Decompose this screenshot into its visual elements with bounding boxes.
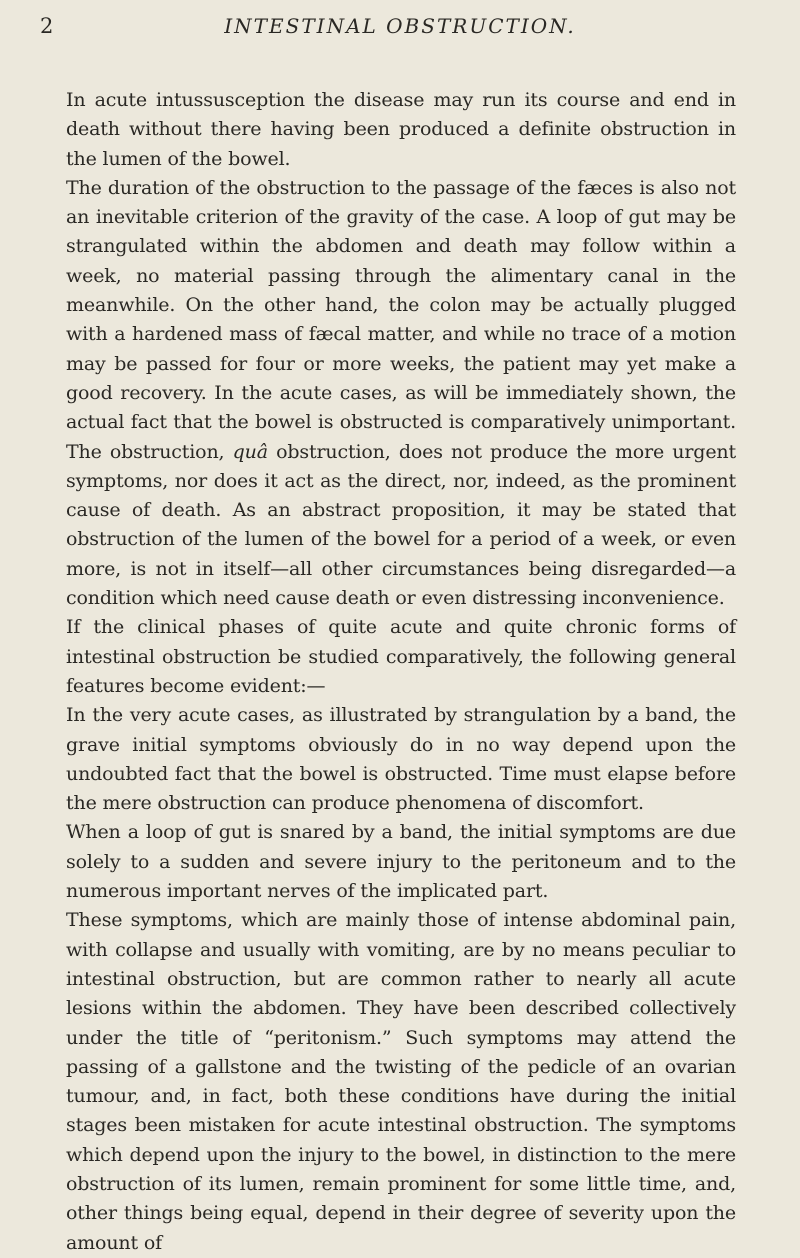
paragraph-2-continuation: obstruction, does not produce the more urgent symptoms, nor does it act as the direct, nor, indeed, as the prominent cause of death. As an abstract proposition, it may be stated that obstruction of the lumen of the bowel for a period of a week, or even more, is not in itself—all other circumstances being disregarded—a condition which need cause death or even distressing inconvenience.: [66, 440, 736, 610]
paragraph-3: If the clinical phases of quite acute and quite chronic forms of intestinal obstruction be studied comparatively, the following general features become evident:—: [66, 616, 736, 697]
paragraph-4: In the very acute cases, as illustrated by strangulation by a band, the grave initial symptoms obviously do in no way depend upon the undoubted fact that the bowel is obstructed. Time must elapse before the mere obstruction can produce phenomena of discomfort.: [66, 704, 736, 815]
italic-qua: quâ: [232, 440, 268, 463]
body-text: [66, 86, 736, 1258]
running-head: INTESTINAL OBSTRUCTION.: [224, 14, 576, 38]
paragraph-2-text: The duration of the obstruction to the passage of the fæces is also not an inevitable criterion of the gravity of the case. A loop of gut may be strangulated within the abdomen and death may follow within a week, no material passing through the alimentary canal in the meanwhile. On the other hand, the colon may be actually plugged with a hardened mass of fæcal matter, and while no trace of a motion may be passed for four or more weeks, the patient may yet make a good recovery. In the acute cases, as will be immediately shown, the actual fact that the bowel is obstructed is comparatively unimportant. The obstruction,: [66, 176, 736, 463]
paragraph-5: When a loop of gut is snared by a band, the initial symptoms are due solely to a sudden and severe injury to the peritoneum and to the numerous important nerves of the implicated part.: [66, 821, 736, 903]
paragraph-6: These symptoms, which are mainly those of intense abdominal pain, with collapse and usually with vomiting, are by no means peculiar to intestinal obstruction, but are common rather to nearly all acute lesions within the abdomen. They have been described collectively under the title of “peritonism.” Such symptoms may attend the passing of a gallstone and the twisting of the pedicle of an ovarian tumour, and, in fact, both these conditions have during the initial stages been mistaken for acute intestinal obstruction. The symptoms which depend upon the injury to the bowel, in distinction to the mere obstruction of its lumen, remain prominent for some little time, and, other things being equal, depend in their degree of severity upon the amount of: [66, 909, 736, 1254]
page-number: 2: [40, 14, 54, 38]
paragraph-2: [66, 174, 736, 613]
paragraph-1: In acute intussusception the disease may run its course and end in death without there having been produced a definite obstruction in the lumen of the bowel.: [66, 89, 736, 170]
